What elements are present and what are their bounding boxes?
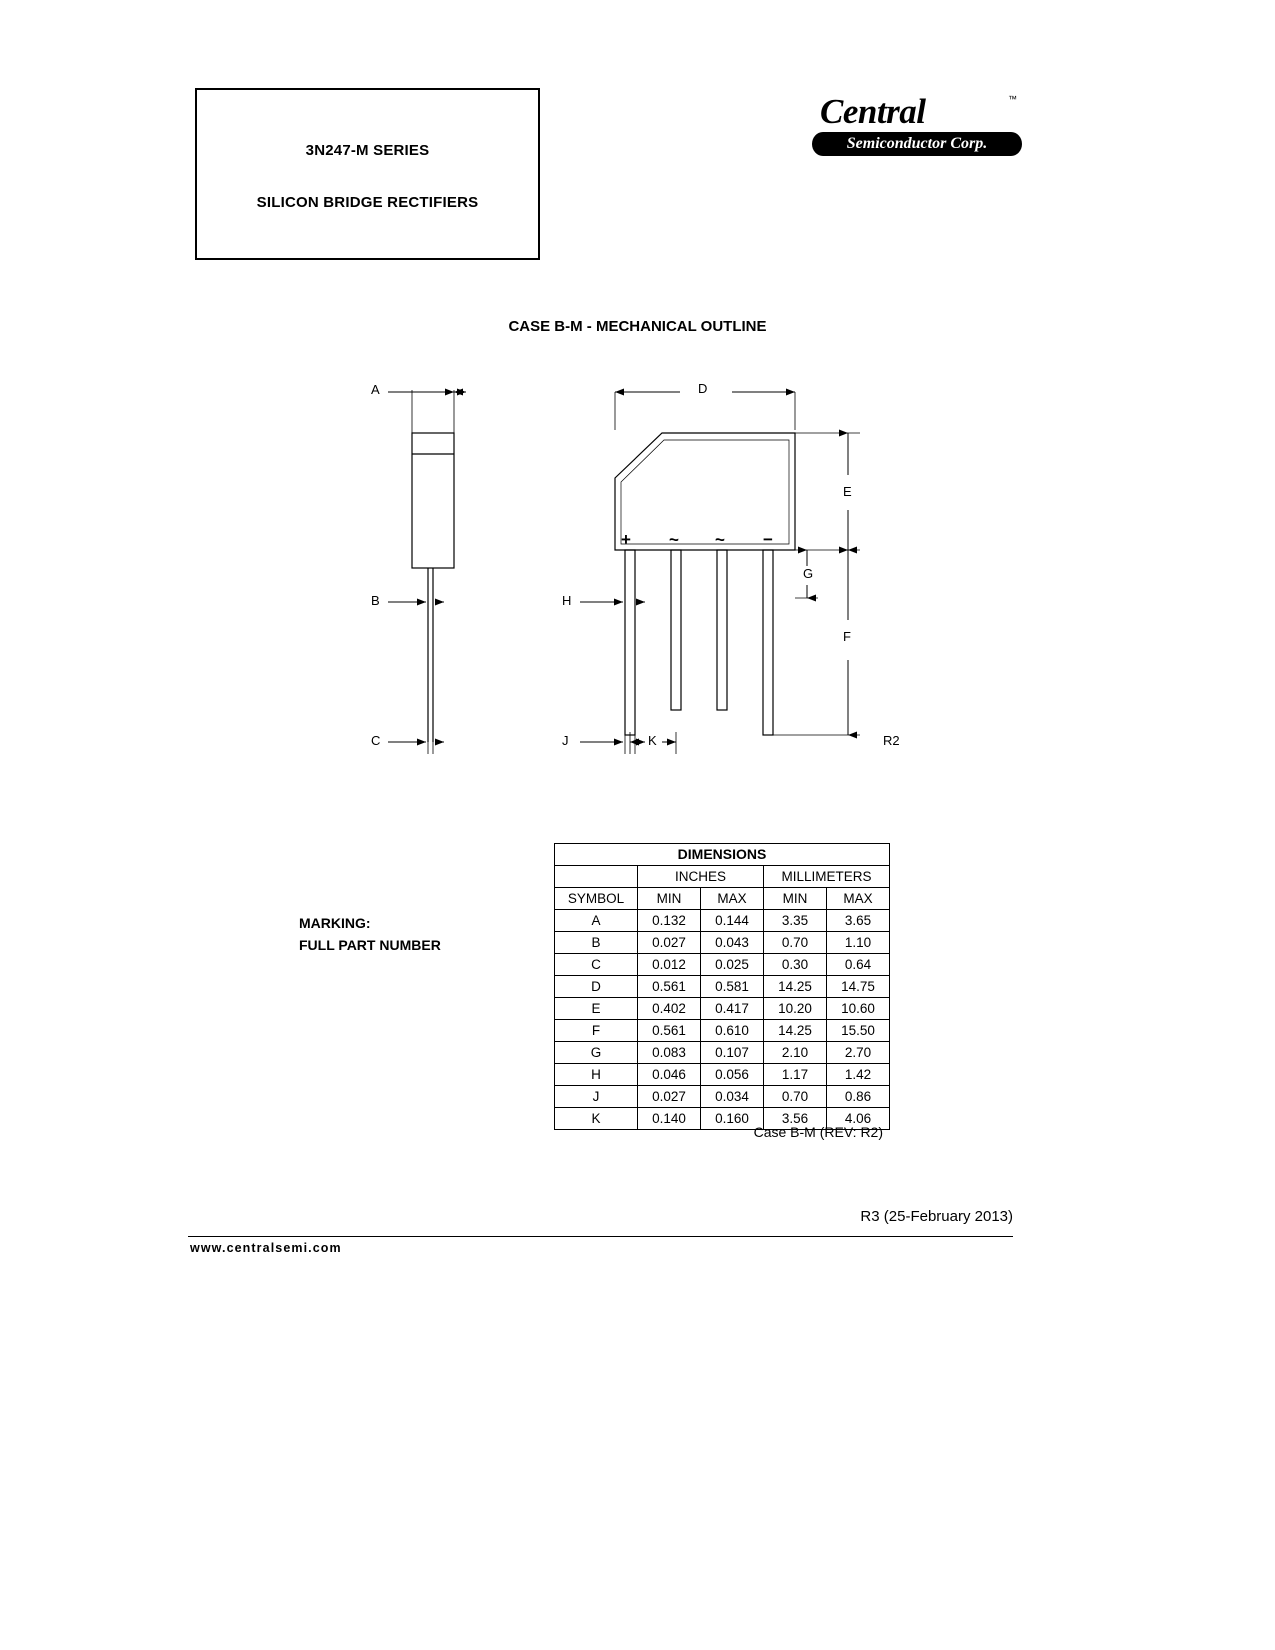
dim-label-h: H [562,593,572,608]
cell-inch-max: 0.160 [701,1108,764,1130]
section-heading: CASE B-M - MECHANICAL OUTLINE [508,318,767,335]
dimensions-table [554,843,890,1130]
cell-mm-min: 14.25 [764,1020,827,1042]
table-row [555,954,890,976]
dim-label-k: K [648,733,657,748]
dim-label-a: A [371,382,380,397]
cell-mm-max: 1.42 [827,1064,890,1086]
dimensions-table-title: DIMENSIONS [555,844,890,866]
cell-inch-max: 0.043 [701,932,764,954]
cell-inch-min: 0.046 [638,1064,701,1086]
cell-mm-min: 3.35 [764,910,827,932]
table-row [555,932,890,954]
logo-brand-text: Central [820,92,926,131]
cell-mm-min: 10.20 [764,998,827,1020]
table-row [555,910,890,932]
cell-mm-min: 0.70 [764,1086,827,1108]
empty-corner-cell [555,866,638,888]
terminal-marking-plus: + [621,530,631,549]
cell-mm-max: 3.65 [827,910,890,932]
cell-inch-max: 0.056 [701,1064,764,1086]
cell-mm-min: 1.17 [764,1064,827,1086]
cell-inch-min: 0.402 [638,998,701,1020]
cell-mm-max: 14.75 [827,976,890,998]
cell-symbol: F [555,1020,638,1042]
cell-inch-min: 0.561 [638,1020,701,1042]
cell-inch-max: 0.107 [701,1042,764,1064]
cell-mm-max: 0.86 [827,1086,890,1108]
table-row-title [555,844,890,866]
cell-mm-max: 0.64 [827,954,890,976]
cell-mm-max: 10.60 [827,998,890,1020]
cell-symbol: H [555,1064,638,1086]
column-header-symbol: SYMBOL [555,888,638,910]
cell-mm-min: 3.56 [764,1108,827,1130]
document-revision: R3 (25-February 2013) [860,1208,1013,1225]
logo-subtitle-text: Semiconductor Corp. [846,135,988,152]
cell-mm-min: 0.30 [764,954,827,976]
title-box [195,88,540,260]
table-row [555,1042,890,1064]
cell-inch-max: 0.610 [701,1020,764,1042]
cell-inch-min: 0.027 [638,932,701,954]
cell-mm-max: 1.10 [827,932,890,954]
terminal-marking-ac1: ~ [669,530,679,549]
terminal-marking-ac2: ~ [715,530,725,549]
cell-inch-min: 0.561 [638,976,701,998]
cell-inch-min: 0.083 [638,1042,701,1064]
dimensions-table-container [554,843,890,1130]
mechanical-outline-drawing [340,370,940,790]
cell-inch-min: 0.027 [638,1086,701,1108]
company-logo [812,92,1022,164]
group-header-millimeters: MILLIMETERS [764,866,890,888]
column-header-inch-max: MAX [701,888,764,910]
cell-inch-min: 0.132 [638,910,701,932]
part-description: SILICON BRIDGE RECTIFIERS [256,194,479,211]
cell-inch-max: 0.034 [701,1086,764,1108]
footer-divider [188,1236,1013,1237]
trademark-symbol: ™ [1008,94,1017,104]
column-header-mm-max: MAX [827,888,890,910]
cell-mm-max: 2.70 [827,1042,890,1064]
part-series-title: 3N247-M SERIES [305,142,430,159]
table-row [555,1086,890,1108]
marking-value: FULL PART NUMBER [299,937,441,953]
cell-mm-min: 14.25 [764,976,827,998]
table-row [555,976,890,998]
cell-inch-max: 0.144 [701,910,764,932]
cell-symbol: D [555,976,638,998]
cell-symbol: A [555,910,638,932]
cell-inch-max: 0.025 [701,954,764,976]
dim-label-g: G [803,566,814,581]
table-row-groups [555,866,890,888]
cell-mm-max: 15.50 [827,1020,890,1042]
table-row [555,998,890,1020]
group-header-inches: INCHES [638,866,764,888]
case-revision-note: Case B-M (REV: R2) [753,1124,883,1140]
dim-label-e: E [843,484,852,499]
cell-mm-min: 0.70 [764,932,827,954]
drawing-revision-label: R2 [883,733,900,748]
cell-symbol: E [555,998,638,1020]
dimensions-table-body [555,910,890,1130]
cell-inch-min: 0.012 [638,954,701,976]
dim-label-b: B [371,593,380,608]
cell-symbol: K [555,1108,638,1130]
cell-mm-min: 2.10 [764,1042,827,1064]
marking-note [299,912,441,956]
table-row [555,1064,890,1086]
table-row [555,1020,890,1042]
table-row-columns [555,888,890,910]
cell-inch-min: 0.140 [638,1108,701,1130]
dim-label-c: C [371,733,381,748]
cell-inch-max: 0.417 [701,998,764,1020]
dim-label-j: J [562,733,569,748]
cell-symbol: G [555,1042,638,1064]
cell-symbol: J [555,1086,638,1108]
cell-symbol: C [555,954,638,976]
dim-label-d: D [698,381,708,396]
website-link[interactable]: www.centralsemi.com [190,1241,342,1255]
column-header-mm-min: MIN [764,888,827,910]
dim-label-f: F [843,629,851,644]
column-header-inch-min: MIN [638,888,701,910]
cell-symbol: B [555,932,638,954]
marking-title: MARKING: [299,915,371,931]
cell-mm-max: 4.06 [827,1108,890,1130]
terminal-marking-minus: − [763,530,773,549]
cell-inch-max: 0.581 [701,976,764,998]
outline-svg [340,370,940,790]
